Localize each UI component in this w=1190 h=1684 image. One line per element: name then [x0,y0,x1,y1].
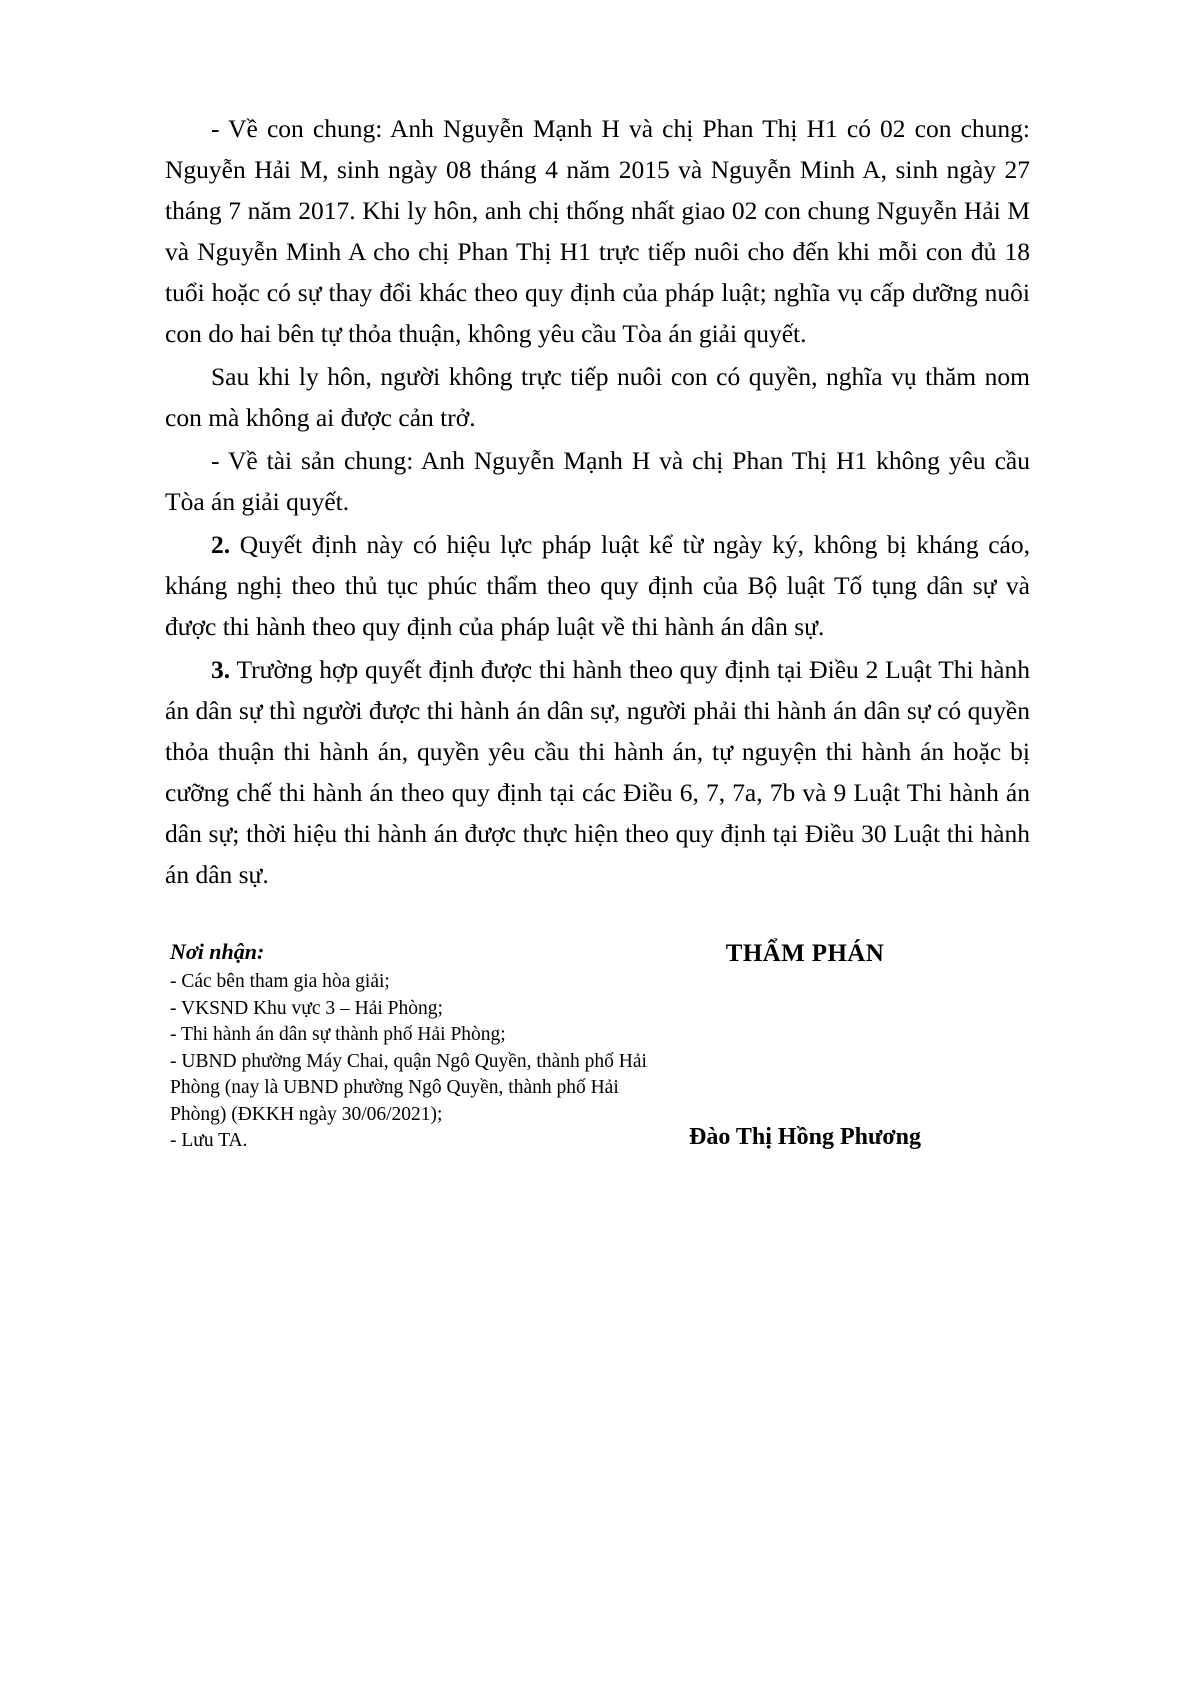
recipients-list [170,969,650,1155]
recipient-item: - Thi hành án dân sự thành phố Hải Phòng; [170,1024,506,1045]
recipient-item: - Lưu TA. [170,1130,248,1151]
recipient-item: - VKSND Khu vực 3 – Hải Phòng; [170,997,443,1019]
paragraph-tai-san-chung: - Về tài sản chung: Anh Nguyễn Mạnh H và chị Phan Thị H1 không yêu cầu Tòa án giải quyết. [165,446,1030,516]
item-2-number: 2. [211,530,231,559]
numbered-item-3 [165,649,1030,895]
signature-block [165,937,1030,1167]
recipients-title: Nơi nhận: [170,939,265,964]
recipient-item: - UBND phường Máy Chai, quận Ngô Quyền, thành phố Hải Phòng (nay là UBND phường Ngô Quyền, thành phố Hải Phòng) (ĐKKH ngày 30/06/2021); [170,1050,652,1125]
numbered-item-2 [165,524,1030,647]
item-2-text: Quyết định này có hiệu lực pháp luật kể từ ngày ký, không bị kháng cáo, kháng nghị theo thủ tục phúc thẩm theo quy định của Bộ luật Tố tụng dân sự và được thi hành theo quy định của pháp luật về thi hành án dân sự. [165,530,1030,641]
signer-block [590,937,1020,1153]
item-3-number: 3. [211,655,231,684]
paragraph-con-chung: - Về con chung: Anh Nguyễn Mạnh H và chị Phan Thị H1 có 02 con chung: Nguyễn Hải M, sinh ngày 08 tháng 4 năm 2015 và Nguyễn Minh A, sinh ngày 27 tháng 7 năm 2017. Khi ly hôn, anh chị thống nhất giao 02 con chung Nguyễn Hải M và Nguyễn Minh A cho chị Phan Thị H1 trực tiếp nuôi cho đến khi mỗi con đủ 18 tuổi hoặc có sự thay đổi khác theo quy định của pháp luật; nghĩa vụ cấp dưỡng nuôi con do hai bên tự thỏa thuận, không yêu cầu Tòa án giải quyết. [165,114,1030,348]
signer-role: THẨM PHÁN [725,940,885,967]
recipients-block [170,937,650,1155]
document-body [165,108,1030,895]
paragraph-tham-nom: Sau khi ly hôn, người không trực tiếp nuôi con có quyền, nghĩa vụ thăm nom con mà không ai được cản trở. [165,362,1030,432]
signer-name: Đào Thị Hồng Phương [689,1124,921,1150]
recipient-item: - Các bên tham gia hòa giải; [170,971,390,992]
item-3-text: Trường hợp quyết định được thi hành theo quy định tại Điều 2 Luật Thi hành án dân sự thì người được thi hành án dân sự, người phải thi hành án dân sự có quyền thỏa thuận thi hành án, quyền yêu cầu thi hành án, tự nguyện thi hành án hoặc bị cưỡng chế thi hành án theo quy định tại các Điều 6, 7, 7a, 7b và 9 Luật Thi hành án dân sự; thời hiệu thi hành án được thực hiện theo quy định tại Điều 30 Luật thi hành án dân sự. [165,655,1030,889]
